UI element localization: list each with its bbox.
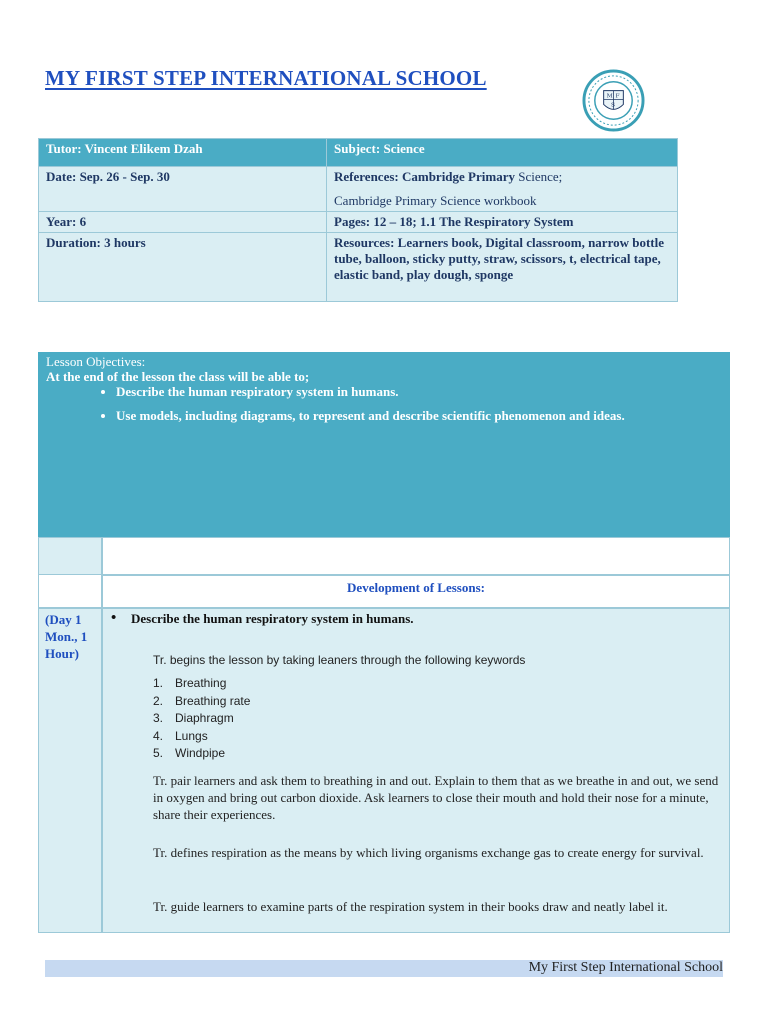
tutor-cell: Tutor: Vincent Elikem Dzah [39, 139, 327, 167]
development-heading-cell [102, 575, 730, 608]
info-row [39, 233, 678, 302]
info-header-row [39, 139, 678, 167]
subject-cell: Subject: Science [327, 139, 678, 167]
year-cell: Year: 6 [39, 212, 327, 233]
footer-text: My First Step International School [528, 960, 723, 975]
keywords-intro: Tr. begins the lesson by taking leaners through the following keywords [153, 653, 526, 667]
paragraph: Tr. pair learners and ask them to breathing in and out. Explain to them that as we breathe in and out, we send in oxygen and bring out carbon dioxide. Ask learners to close their mouth and hold their nose for a minute, share their experiences. [153, 773, 719, 822]
list-item: 3. Diaphragm [153, 711, 234, 725]
objectives-list [38, 384, 730, 424]
objectives-heading-block [38, 352, 730, 384]
references-label: References: Cambridge Primary [334, 169, 515, 184]
list-item: 4. Lungs [153, 728, 208, 743]
paragraph: Tr. defines respiration as the means by which living organisms exchange gas to create energy for survival. [153, 845, 704, 860]
svg-text:F: F [615, 93, 620, 100]
blank-cell [38, 537, 102, 575]
svg-text:M: M [606, 93, 613, 100]
pages-cell: Pages: 12 – 18; 1.1 The Respiratory System [327, 212, 678, 233]
svg-text:S: S [611, 102, 616, 109]
objective-item: • Use models, including diagrams, to represent and describe scientific phenomenon and ideas. [116, 408, 730, 424]
objectives-heading-suffix: : [141, 354, 146, 369]
duration-cell: Duration: 3 hours [39, 233, 327, 302]
objective-item: • Describe the human respiratory system in humans. [116, 384, 730, 400]
lesson-info-table [38, 138, 678, 302]
lesson-bullet-title: • Describe the human respiratory system in humans. [131, 611, 414, 627]
blank-cell [102, 537, 730, 575]
school-crest-icon [582, 69, 645, 132]
development-grid [38, 537, 730, 933]
lesson-objectives-panel [38, 352, 730, 537]
day-label: (Day 1 Mon., 1 Hour) [45, 612, 88, 661]
info-row [39, 212, 678, 233]
development-heading: Development of Lessons: [347, 580, 485, 595]
objectives-intro: At the end of the lesson the class will be able to; [46, 369, 310, 384]
references-line2: Cambridge Primary Science workbook [334, 193, 537, 208]
school-title: MY FIRST STEP INTERNATIONAL SCHOOL [45, 66, 487, 90]
references-cell [327, 167, 678, 212]
list-item: 5. Windpipe [153, 746, 226, 760]
list-item: 1. Breathing [153, 676, 227, 690]
objectives-heading: Lesson Objectives [46, 354, 142, 369]
resources-cell: Resources: Learners book, Digital classroom, narrow bottle tube, balloon, sticky putty, straw, scissors, t, electrical tape, elastic band, play dough, sponge [327, 233, 678, 302]
date-cell: Date: Sep. 26 - Sep. 30 [39, 167, 327, 212]
lesson-content-cell [102, 608, 730, 933]
spacer-cell [38, 575, 102, 608]
paragraph: Tr. guide learners to examine parts of the respiration system in their books draw and neatly label it. [153, 899, 668, 914]
keywords-list [153, 675, 250, 763]
day-cell [38, 608, 102, 933]
list-item: 2. Breathing rate [153, 693, 251, 708]
references-rest: Science; [514, 169, 563, 184]
info-row [39, 167, 678, 212]
